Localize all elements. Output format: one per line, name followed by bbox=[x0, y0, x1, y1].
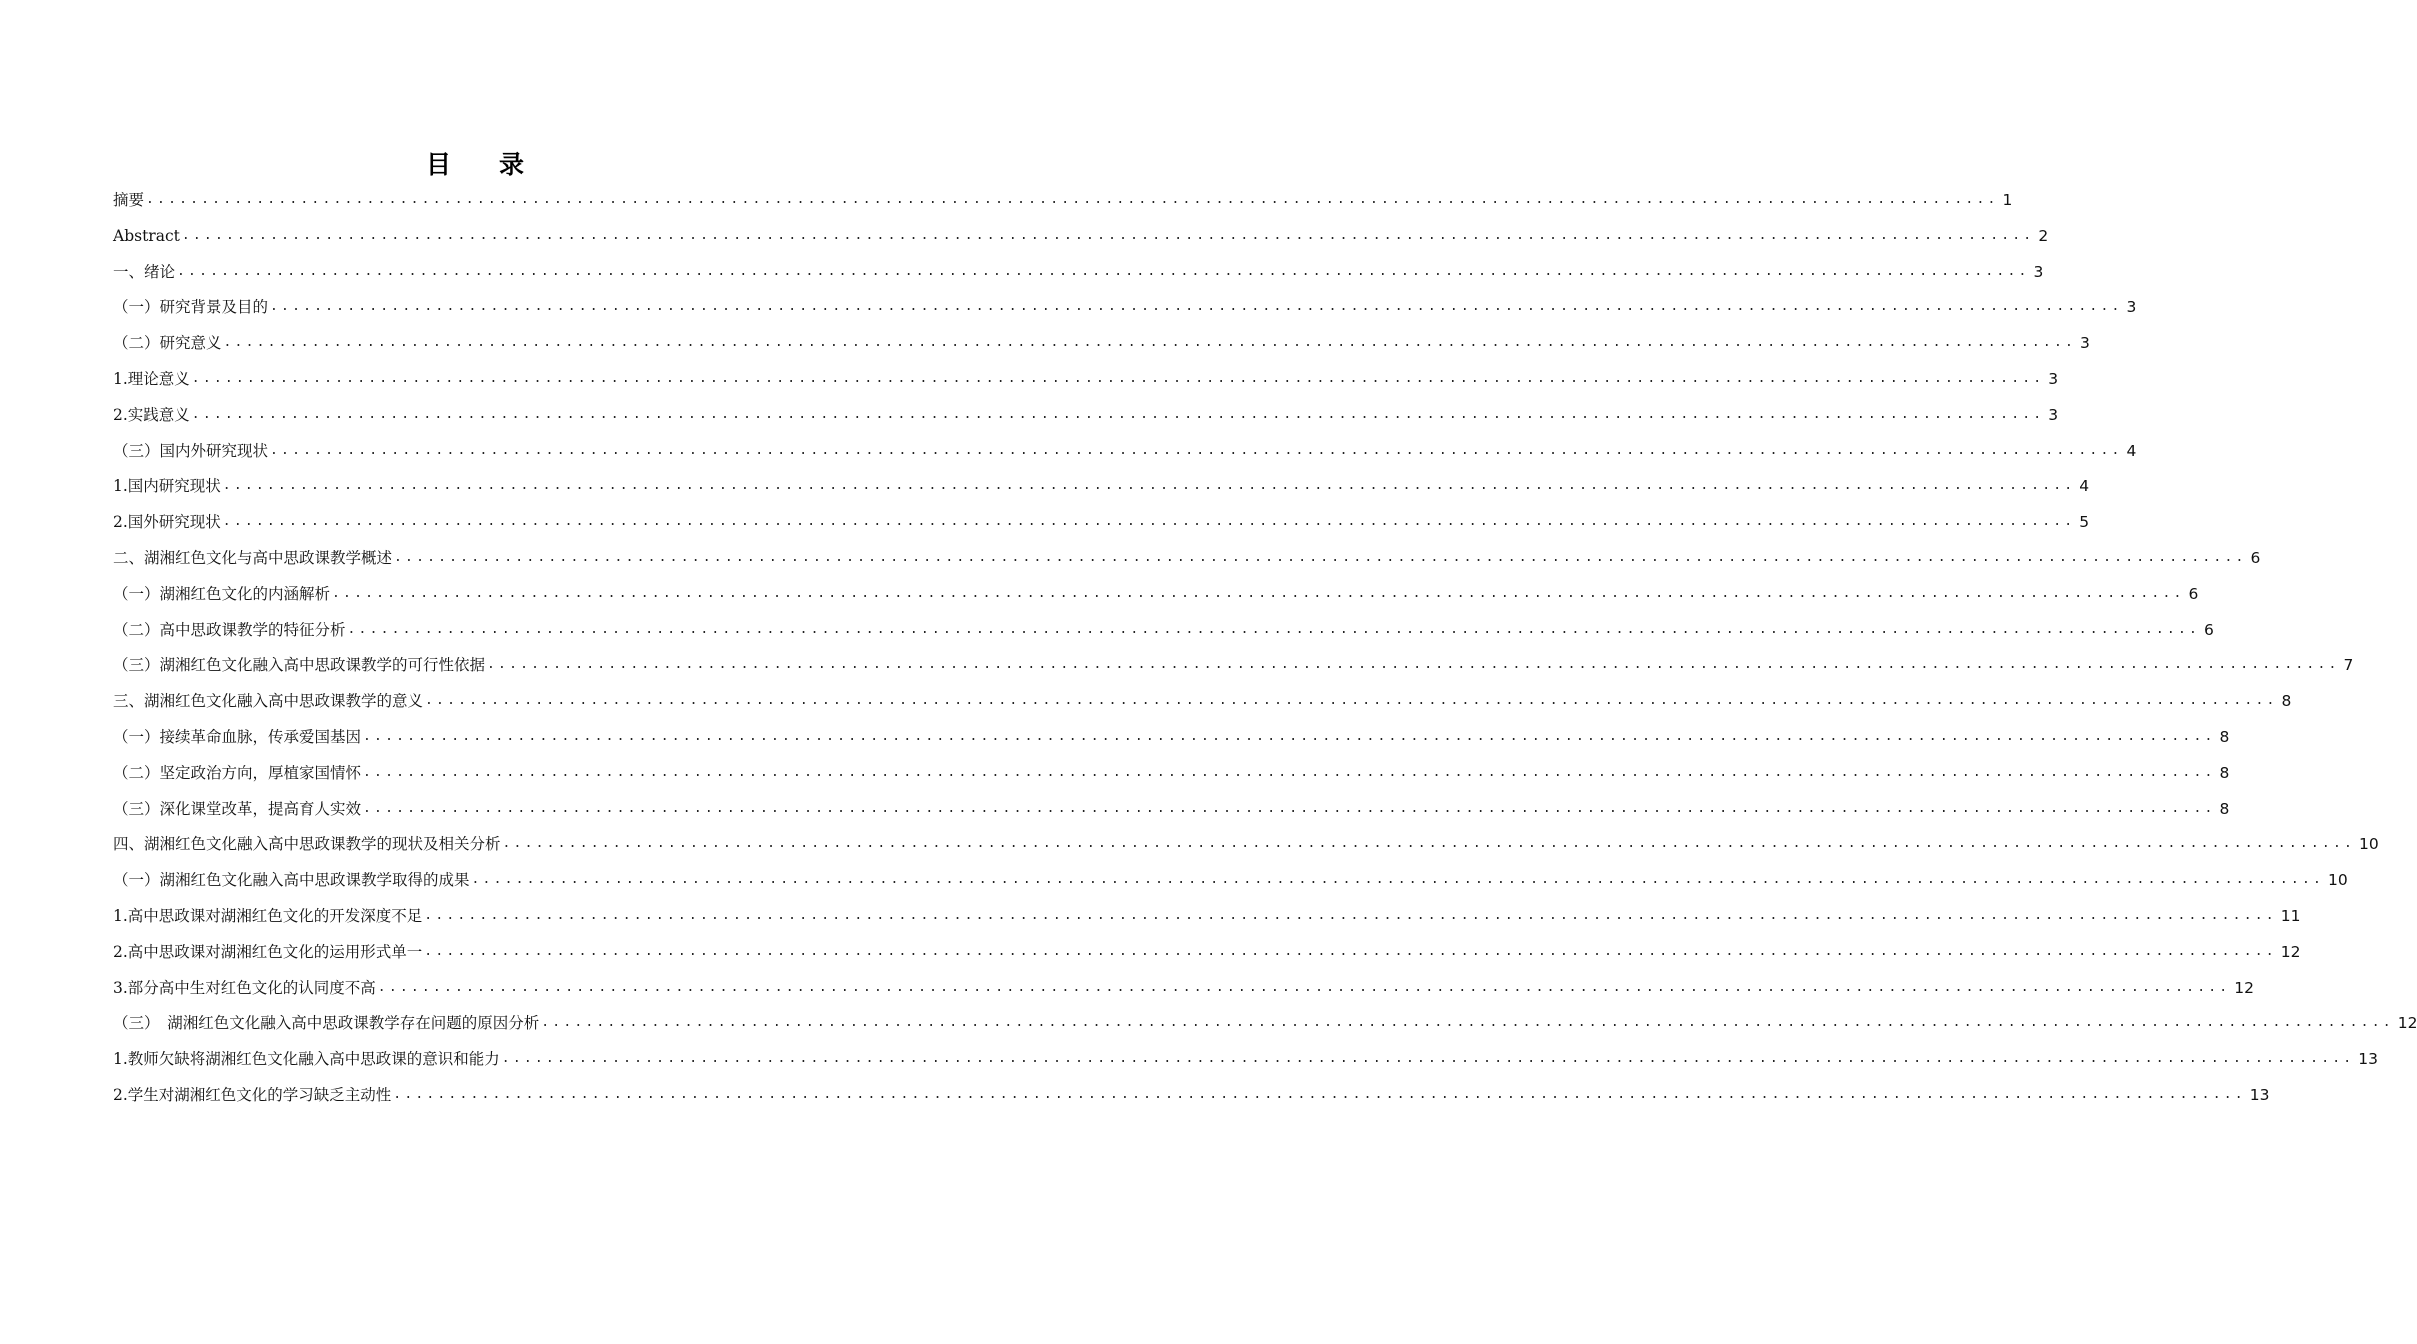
toc-entry[interactable] bbox=[113, 362, 2059, 398]
toc-entry[interactable] bbox=[113, 935, 2301, 971]
toc-entry-title: （一）研究背景及目的 bbox=[113, 298, 269, 317]
toc-entry[interactable] bbox=[113, 469, 2090, 505]
toc-entry-title: 四、湖湘红色文化融入高中思政课教学的现状及相关分析 bbox=[113, 835, 501, 854]
toc-leader-dots: ........................................................................................................................................................................ bbox=[222, 514, 2076, 530]
toc-entry-title: （三）湖湘红色文化融入高中思政课教学的可行性依据 bbox=[113, 656, 486, 675]
toc-entry-page-number: 11 bbox=[2280, 906, 2301, 925]
toc-leader-dots: ........................................................................................................................................................................ bbox=[394, 549, 2247, 565]
toc-leader-dots: ........................................................................................................................................................................ bbox=[270, 299, 2123, 315]
toc-entry[interactable] bbox=[113, 899, 2301, 935]
toc-entry[interactable] bbox=[113, 219, 2049, 255]
toc-entry[interactable] bbox=[113, 792, 2230, 828]
toc-entry[interactable] bbox=[113, 827, 2379, 863]
toc-entry-page-number: 5 bbox=[2079, 513, 2090, 532]
toc-entry[interactable] bbox=[113, 255, 2044, 291]
title-char-right: 录 bbox=[499, 150, 525, 179]
toc-leader-dots: ........................................................................................................................................................................ bbox=[541, 1015, 2394, 1031]
toc-entry-page-number: 3 bbox=[2080, 334, 2090, 353]
toc-entry-title: Abstract bbox=[113, 226, 180, 245]
toc-entry[interactable] bbox=[113, 613, 2214, 649]
toc-entry[interactable] bbox=[113, 541, 2261, 577]
toc-entry-page-number: 6 bbox=[2204, 620, 2214, 639]
toc-entry-title: 1.国内研究现状 bbox=[113, 477, 221, 496]
toc-entry[interactable] bbox=[113, 648, 2354, 684]
toc-entry-page-number: 3 bbox=[2048, 405, 2059, 424]
toc-entry-title: （一）接续革命血脉，传承爱国基因 bbox=[113, 727, 362, 746]
toc-entry[interactable] bbox=[113, 1042, 2379, 1078]
toc-entry-page-number: 8 bbox=[2281, 692, 2292, 711]
toc-entry[interactable] bbox=[113, 756, 2230, 792]
toc-leader-dots: ........................................................................................................................................................................ bbox=[363, 728, 2216, 744]
toc-entry[interactable] bbox=[113, 505, 2090, 541]
toc-entry-title: 1.理论意义 bbox=[113, 369, 190, 388]
toc-entry[interactable] bbox=[113, 1006, 2417, 1042]
toc-leader-dots: ........................................................................................................................................................................ bbox=[501, 1051, 2355, 1067]
toc-leader-dots: ........................................................................................................................................................................ bbox=[424, 943, 2277, 959]
toc-entry[interactable] bbox=[113, 1078, 2270, 1114]
toc-entry-title: 摘要 bbox=[113, 191, 145, 209]
toc-entry-title: （三） 湖湘红色文化融入高中思政课教学存在问题的原因分析 bbox=[113, 1014, 540, 1033]
toc-entry[interactable] bbox=[113, 684, 2292, 720]
toc-leader-dots: ........................................................................................................................................................................ bbox=[377, 979, 2231, 995]
toc-entry-title: （三）国内外研究现状 bbox=[113, 441, 269, 460]
page-title bbox=[0, 145, 950, 181]
toc-entry-page-number: 13 bbox=[2249, 1085, 2270, 1104]
toc-leader-dots: ........................................................................................................................................................................ bbox=[223, 335, 2076, 351]
toc-leader-dots: ........................................................................................................................................................................ bbox=[222, 478, 2076, 494]
toc-entry-page-number: 8 bbox=[2219, 799, 2230, 818]
toc-entry-page-number: 12 bbox=[2234, 978, 2255, 997]
toc-entry-title: （一）湖湘红色文化的内涵解析 bbox=[113, 584, 331, 603]
toc-entry[interactable] bbox=[113, 577, 2199, 613]
toc-entry-title: （二）高中思政课教学的特征分析 bbox=[113, 620, 346, 639]
toc-leader-dots: ........................................................................................................................................................................ bbox=[181, 227, 2035, 243]
toc-entry[interactable] bbox=[113, 863, 2348, 899]
toc-entry-title: （二）坚定政治方向，厚植家国情怀 bbox=[113, 763, 362, 782]
toc-entry-title: 2.高中思政课对湖湘红色文化的运用形式单一 bbox=[113, 942, 423, 961]
toc-leader-dots: ........................................................................................................................................................................ bbox=[270, 442, 2123, 458]
toc-entry-page-number: 12 bbox=[2397, 1014, 2417, 1033]
toc-leader-dots: ........................................................................................................................................................................ bbox=[487, 657, 2340, 673]
toc-leader-dots: ........................................................................................................................................................................ bbox=[471, 872, 2324, 888]
table-of-contents bbox=[113, 183, 2417, 1114]
toc-entry-page-number: 8 bbox=[2219, 727, 2230, 746]
toc-entry[interactable] bbox=[113, 326, 2090, 362]
toc-leader-dots: ........................................................................................................................................................................ bbox=[177, 263, 2030, 279]
toc-entry-title: 1.高中思政课对湖湘红色文化的开发深度不足 bbox=[113, 906, 423, 925]
toc-entry-page-number: 2 bbox=[2038, 226, 2049, 245]
toc-leader-dots: ........................................................................................................................................................................ bbox=[502, 836, 2355, 852]
toc-entry[interactable] bbox=[113, 720, 2230, 756]
toc-leader-dots: ........................................................................................................................................................................ bbox=[393, 1086, 2246, 1102]
toc-leader-dots: ........................................................................................................................................................................ bbox=[424, 907, 2277, 923]
toc-entry-title: （一）湖湘红色文化融入高中思政课教学取得的成果 bbox=[113, 871, 470, 890]
toc-entry-page-number: 4 bbox=[2079, 477, 2090, 496]
toc-leader-dots: ........................................................................................................................................................................ bbox=[363, 764, 2216, 780]
toc-entry-page-number: 3 bbox=[2126, 298, 2137, 317]
toc-entry-page-number: 6 bbox=[2188, 584, 2199, 603]
toc-entry-title: （三）深化课堂改革，提高育人实效 bbox=[113, 799, 362, 818]
toc-leader-dots: ........................................................................................................................................................................ bbox=[363, 800, 2216, 816]
toc-entry-title: 三、湖湘红色文化融入高中思政课教学的意义 bbox=[113, 692, 424, 711]
toc-entry[interactable] bbox=[113, 183, 2013, 219]
toc-entry-page-number: 10 bbox=[2359, 835, 2379, 854]
toc-entry-page-number: 1 bbox=[2002, 191, 2013, 209]
toc-entry-page-number: 12 bbox=[2280, 942, 2301, 961]
toc-entry-title: 2.国外研究现状 bbox=[113, 513, 221, 532]
toc-entry-page-number: 8 bbox=[2219, 763, 2230, 782]
toc-entry[interactable] bbox=[113, 398, 2059, 434]
toc-entry[interactable] bbox=[113, 971, 2255, 1007]
toc-entry-title: 2.实践意义 bbox=[113, 405, 190, 424]
toc-entry-page-number: 13 bbox=[2358, 1050, 2379, 1069]
toc-entry-page-number: 7 bbox=[2343, 656, 2354, 675]
toc-entry[interactable] bbox=[113, 290, 2137, 326]
toc-leader-dots: ........................................................................................................................................................................ bbox=[425, 693, 2278, 709]
toc-leader-dots: ........................................................................................................................................................................ bbox=[332, 585, 2185, 601]
toc-entry-page-number: 3 bbox=[2048, 369, 2059, 388]
toc-entry-page-number: 3 bbox=[2033, 262, 2044, 281]
toc-entry-page-number: 6 bbox=[2250, 548, 2261, 567]
toc-leader-dots: ........................................................................................................................................................................ bbox=[347, 621, 2200, 637]
toc-entry-title: 1.教师欠缺将湖湘红色文化融入高中思政课的意识和能力 bbox=[113, 1050, 500, 1069]
toc-leader-dots: ........................................................................................................................................................................ bbox=[191, 406, 2045, 422]
title-char-left: 目 bbox=[425, 150, 451, 179]
toc-entry[interactable] bbox=[113, 434, 2137, 470]
toc-entry-title: 3.部分高中生对红色文化的认同度不高 bbox=[113, 978, 376, 997]
toc-entry-title: 二、湖湘红色文化与高中思政课教学概述 bbox=[113, 548, 393, 567]
toc-entry-page-number: 4 bbox=[2126, 441, 2137, 460]
toc-leader-dots: ........................................................................................................................................................................ bbox=[191, 370, 2045, 386]
toc-leader-dots: ........................................................................................................................................................................ bbox=[146, 192, 1999, 207]
toc-entry-page-number: 10 bbox=[2328, 871, 2348, 890]
toc-entry-title: （二）研究意义 bbox=[113, 334, 222, 353]
toc-entry-title: 一、绪论 bbox=[113, 262, 176, 281]
toc-entry-title: 2.学生对湖湘红色文化的学习缺乏主动性 bbox=[113, 1085, 392, 1104]
